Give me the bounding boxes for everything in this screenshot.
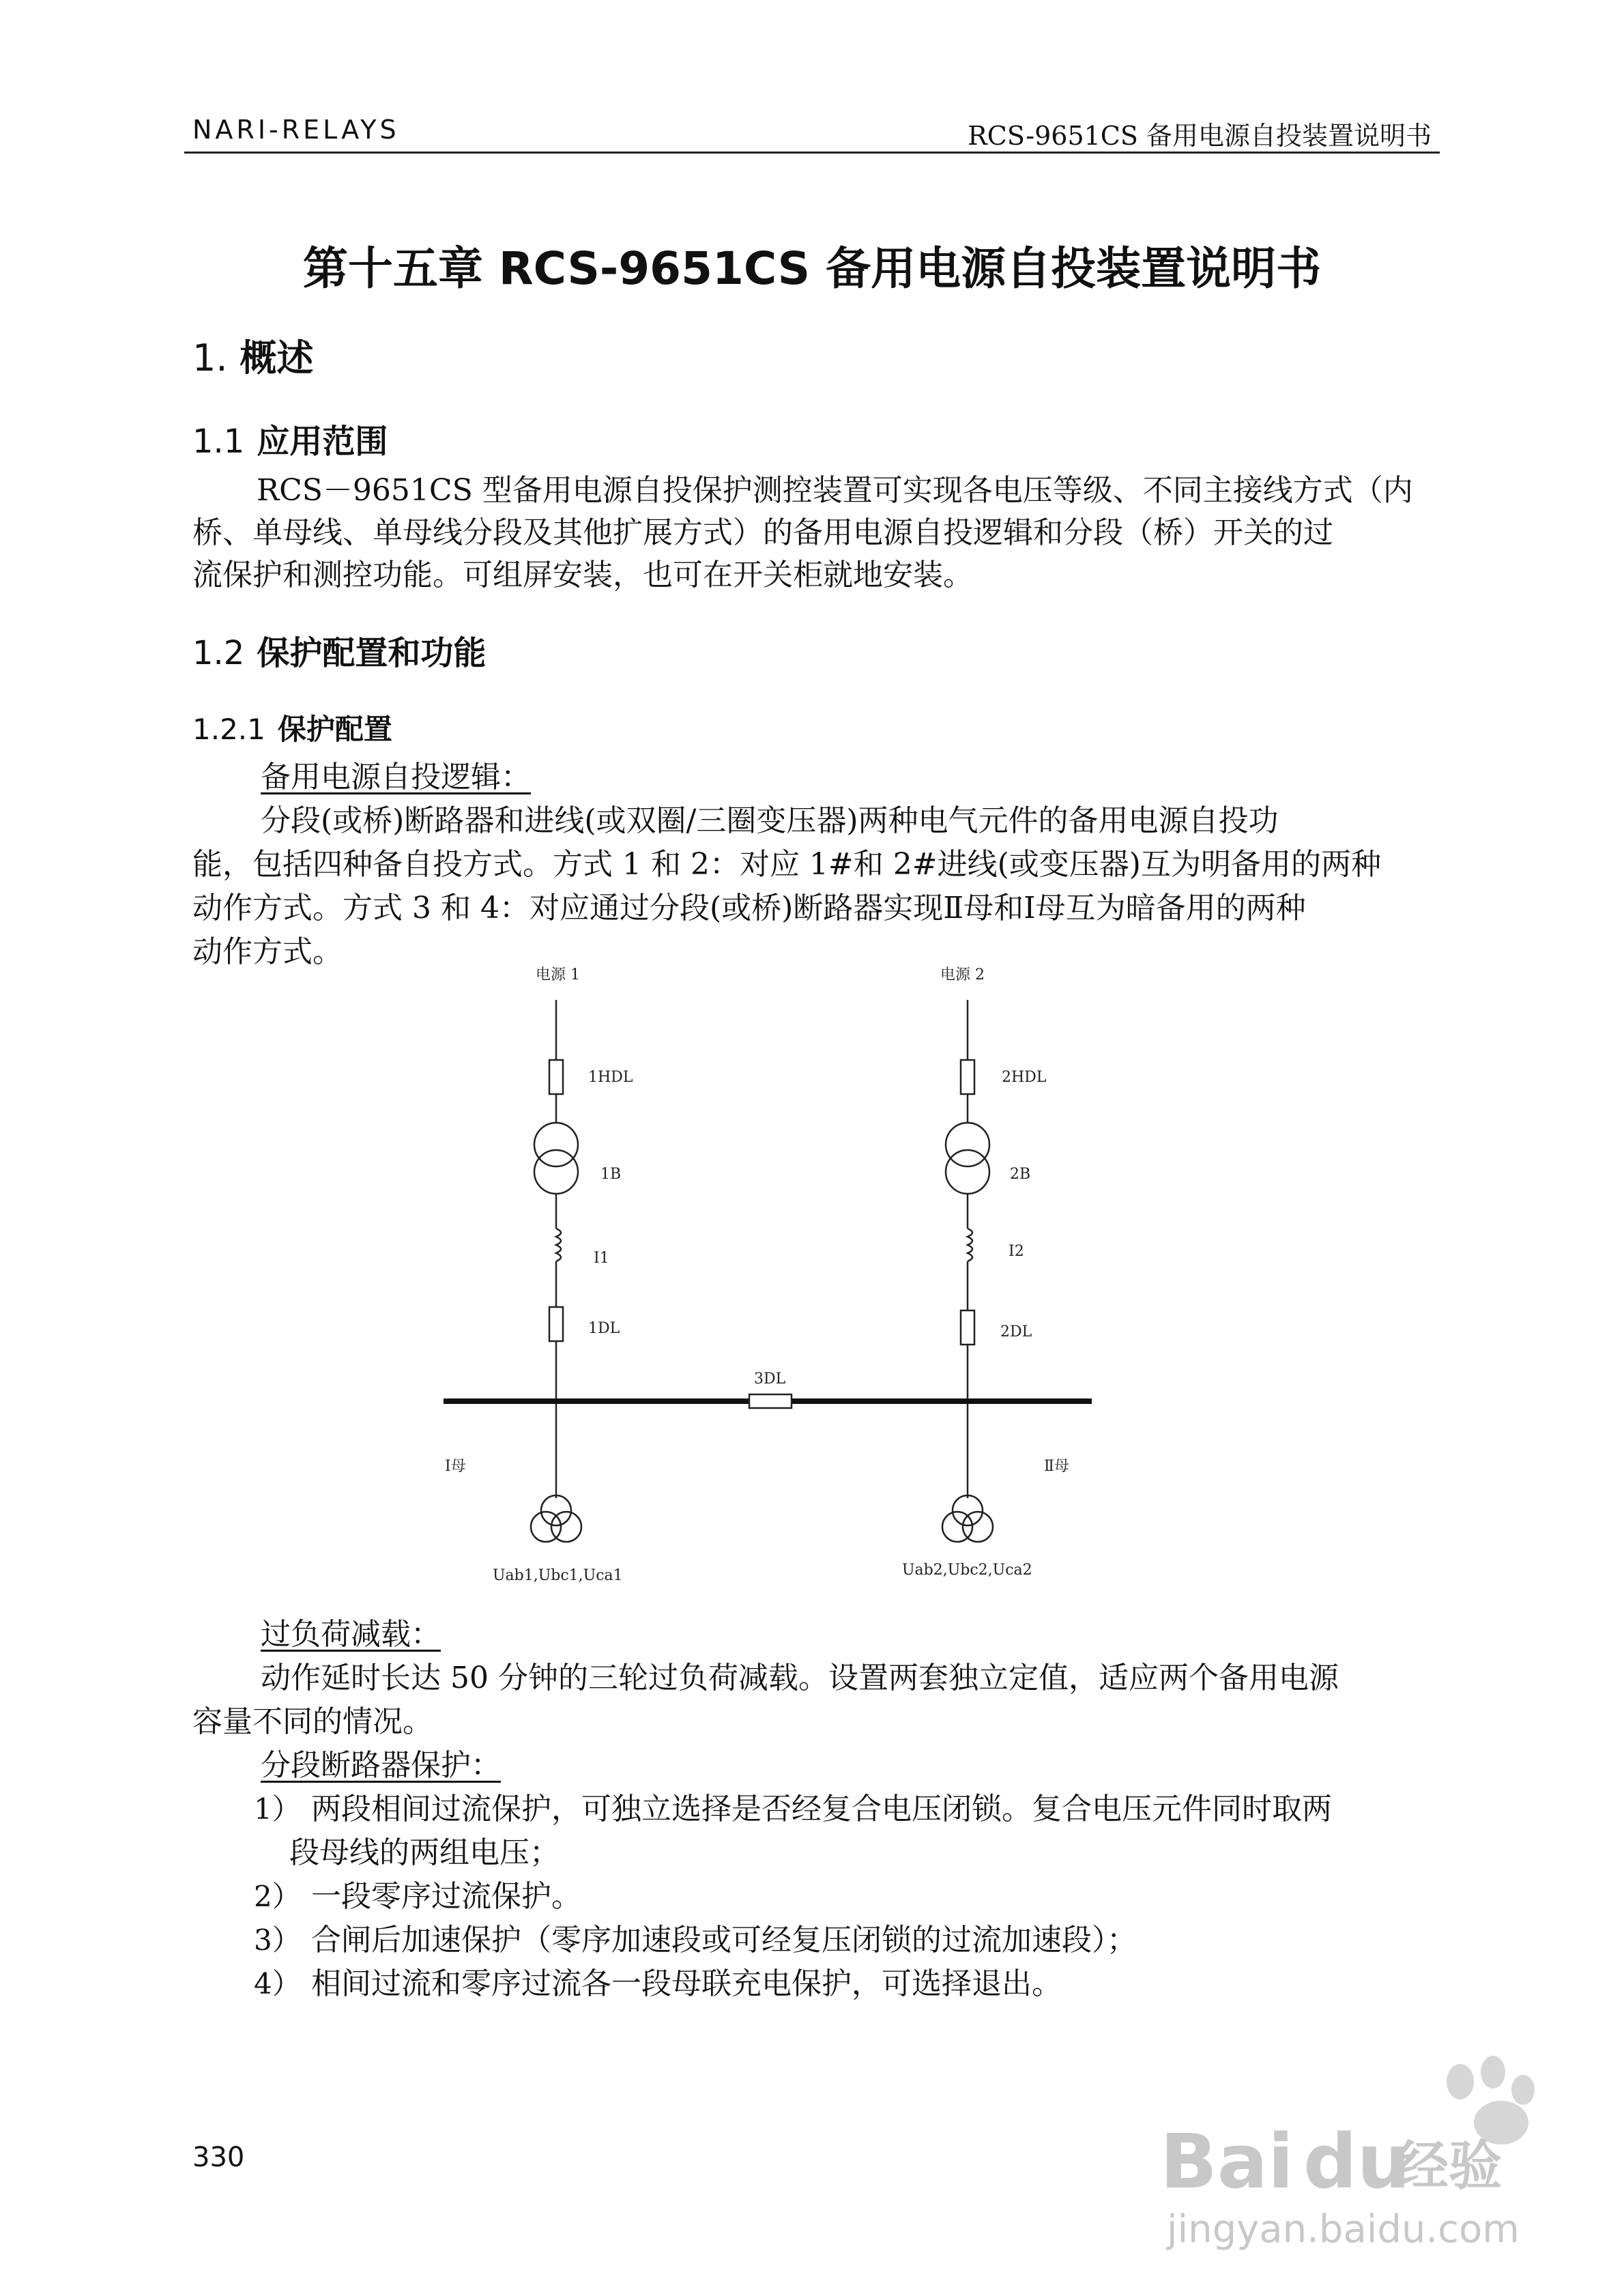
watermark-brand-du: du bbox=[1303, 2118, 1411, 2205]
transformer-2b-lower-winding bbox=[946, 1150, 989, 1194]
section-1-1-heading bbox=[192, 415, 388, 462]
label-2dl: 2DL bbox=[1000, 1323, 1032, 1340]
breaker-2dl-symbol bbox=[961, 1310, 974, 1345]
sectional-item-4-line-1: 相间过流和零序过流各一段母联充电保护，可选择退出。 bbox=[311, 1966, 1062, 2001]
breaker-1dl-symbol bbox=[549, 1307, 563, 1341]
pt-2-winding-c bbox=[963, 1512, 993, 1542]
sectional-item-4-number: 4） bbox=[254, 1967, 301, 2000]
sectional-item-2-line-1: 一段零序过流保护。 bbox=[311, 1879, 581, 1914]
sectional-item-3-line-1: 合闸后加速保护（零序加速段或可经复压闭锁的过流加速段）； bbox=[311, 1923, 1137, 1957]
section-1-number: 1. bbox=[192, 336, 228, 379]
label-pt-2: Uab2,Ubc2,Uca2 bbox=[902, 1562, 1032, 1579]
pt-2-winding-a bbox=[953, 1495, 983, 1525]
auto-switch-line-2: 能，包括四种备自投方式。方式 1 和 2：对应 1#和 2#进线(或变压器)互为明备用的两种 bbox=[192, 847, 1381, 882]
overload-line-2: 容量不同的情况。 bbox=[192, 1704, 433, 1739]
header-left-brand: NARI-RELAYS bbox=[192, 115, 400, 145]
section-1-2-heading bbox=[192, 627, 486, 674]
auto-switch-heading: 备用电源自投逻辑： bbox=[261, 760, 531, 794]
pt-1-winding-c bbox=[551, 1512, 581, 1542]
label-2hdl: 2HDL bbox=[1002, 1069, 1047, 1086]
baidu-jingyan-watermark bbox=[1160, 2054, 1542, 2259]
label-i2: I2 bbox=[1009, 1243, 1024, 1260]
section-1-title: 概述 bbox=[240, 336, 314, 379]
breaker-1hdl-symbol bbox=[549, 1060, 563, 1094]
sectional-item-2-number: 2） bbox=[254, 1880, 301, 1913]
section-1-2-1-number: 1.2.1 bbox=[192, 713, 265, 746]
auto-switch-line-1: 分段(或桥)断路器和进线(或双圈/三圈变压器)两种电气元件的备用电源自投功 bbox=[261, 803, 1279, 838]
ct-i1-coil bbox=[556, 1229, 561, 1261]
label-pt-1: Uab1,Ubc1,Uca1 bbox=[493, 1567, 623, 1584]
label-1hdl: 1HDL bbox=[588, 1069, 633, 1086]
header-divider bbox=[184, 152, 1440, 154]
page-number: 330 bbox=[192, 2142, 245, 2173]
label-1dl: 1DL bbox=[588, 1320, 620, 1337]
section-1-2-number: 1.2 bbox=[192, 634, 245, 672]
section-1-1-number: 1.1 bbox=[192, 422, 245, 461]
overload-line-1: 动作延时长达 50 分钟的三轮过负荷减载。设置两套独立定值，适应两个备用电源 bbox=[261, 1661, 1339, 1695]
sectional-item-3-number: 3） bbox=[254, 1923, 301, 1957]
section-1-2-title: 保护配置和功能 bbox=[257, 634, 487, 672]
label-bus-2: Ⅱ母 bbox=[1044, 1458, 1069, 1475]
ct-i2-coil bbox=[968, 1229, 972, 1261]
section-1-1-line-1: RCS－9651CS 型备用电源自投保护测控装置可实现各电压等级、不同主接线方式（内 bbox=[257, 473, 1413, 508]
label-3dl: 3DL bbox=[754, 1371, 786, 1388]
auto-switch-line-3: 动作方式。方式 3 和 4：对应通过分段(或桥)断路器实现Ⅱ母和Ⅰ母互为暗备用的两种 bbox=[192, 891, 1306, 925]
label-i1: I1 bbox=[594, 1250, 609, 1267]
breaker-2hdl-symbol bbox=[961, 1060, 974, 1094]
label-bus-1: Ⅰ母 bbox=[445, 1458, 466, 1475]
label-source-1: 电源 1 bbox=[536, 966, 580, 984]
breaker-3dl-symbol bbox=[749, 1394, 792, 1408]
transformer-1b-upper-winding bbox=[534, 1123, 578, 1166]
watermark-cn: 经验 bbox=[1395, 2136, 1503, 2197]
watermark-url: jingyan.baidu.com bbox=[1167, 2207, 1520, 2252]
sectional-heading bbox=[261, 1745, 521, 1787]
single-line-diagram bbox=[409, 952, 1133, 1594]
section-1-2-1-title: 保护配置 bbox=[277, 713, 392, 746]
paw-icon bbox=[1447, 2056, 1535, 2144]
label-2b: 2B bbox=[1010, 1166, 1031, 1183]
sectional-item-1-line-1: 两段相间过流保护，可独立选择是否经复合电压闭锁。复合电压元件同时取两 bbox=[311, 1792, 1332, 1826]
label-1b: 1B bbox=[600, 1166, 622, 1183]
auto-switch-line-4: 动作方式。 bbox=[192, 934, 343, 969]
section-1-1-title: 应用范围 bbox=[257, 422, 388, 461]
chapter-title: 第十五章 RCS-9651CS 备用电源自投装置说明书 bbox=[302, 242, 1322, 295]
overload-heading: 过负荷减载： bbox=[261, 1617, 441, 1652]
watermark-brand: Bai bbox=[1160, 2118, 1294, 2205]
transformer-1b-lower-winding bbox=[534, 1150, 578, 1194]
sectional-heading-text: 分段断路器保护： bbox=[261, 1748, 501, 1783]
header-right-title: RCS-9651CS 备用电源自投装置说明书 bbox=[968, 121, 1432, 151]
section-1-1-line-3: 流保护和测控功能。可组屏安装，也可在开关柜就地安装。 bbox=[192, 558, 973, 592]
label-source-2: 电源 2 bbox=[940, 966, 985, 984]
section-1-1-line-2: 桥、单母线、单母线分段及其他扩展方式）的备用电源自投逻辑和分段（桥）开关的过 bbox=[192, 515, 1333, 550]
transformer-2b-upper-winding bbox=[946, 1123, 989, 1166]
pt-1-winding-a bbox=[541, 1495, 571, 1525]
section-1-heading bbox=[192, 329, 314, 382]
sectional-item-1-number: 1） bbox=[254, 1792, 301, 1826]
sectional-item-1-line-2: 段母线的两组电压； bbox=[289, 1835, 560, 1870]
section-1-2-1-heading bbox=[192, 707, 392, 748]
